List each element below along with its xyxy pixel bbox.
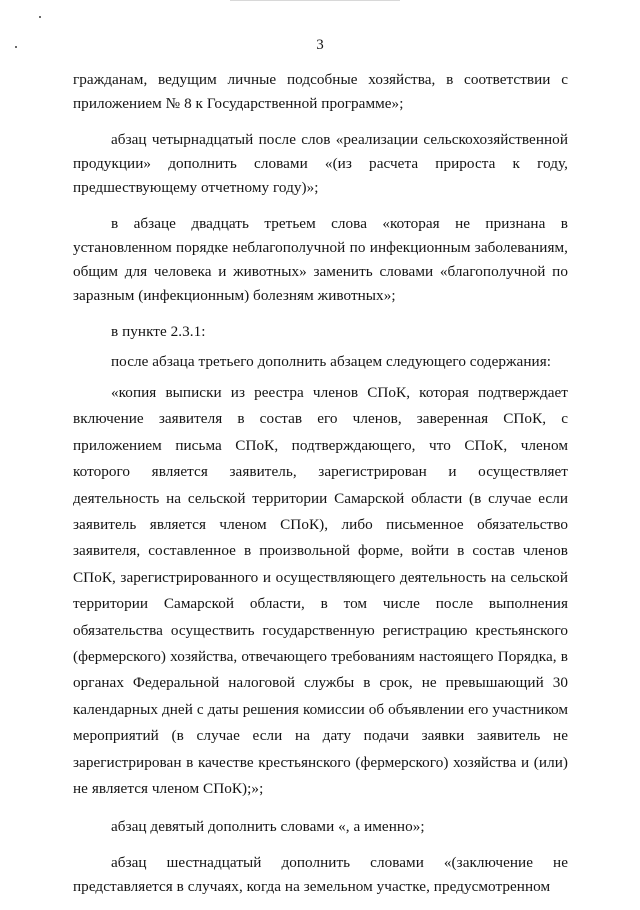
page-number: 3 — [316, 37, 324, 53]
paragraph-amendment-14: абзац четырнадцатый после слов «реализации сельскохозяйственной продукции» дополнить словами «(из расчета прироста к году, предшествующему отчетному году)»; — [73, 131, 568, 196]
paragraph-amendment-9: абзац девятый дополнить словами «, а именно»; — [111, 817, 425, 835]
paragraph-amendment-16: абзац шестнадцатый дополнить словами «(заключение не представляется в случаях, когда на земельном участке, предусмотренном — [73, 853, 568, 895]
paragraph-continuation: гражданам, ведущим личные подсобные хозяйства, в соответствии с приложением № 8 к Государственной программе»; — [73, 71, 568, 112]
paragraph-quoted-text: «копия выписки из реестра членов СПоК, которая подтверждает включение заявителя в состав его членов, заверенная СПоК, с приложением письма СПоК, подтверждающего, что СПоК, членом которого является заявитель, зарегистрирован и осуществляет деятельность на сельской территории Самарской области (в случае если заявитель является членом СПоК), либо письменное обязательство заявителя, составленное в произвольной форме, войти в состав членов СПоК, зарегистрированного и осуществляющего деятельность на сельской территории Самарской области, в том числе после выполнения обязательства осуществить государственную регистрацию крестьянского (фермерского) хозяйства, отвечающего требованиям настоящего Порядка, в органах Федеральной налоговой службы в срок, не превышающий 30 календарных дней с даты решения комиссии об объявлении его участником мероприятий (в случае если на дату подачи заявки заявитель не зарегистрирован в качестве крестьянского (фермерского) хозяйства и (или) не является членом СПоК);»; — [73, 384, 568, 798]
document-body — [73, 68, 568, 910]
scan-speck — [39, 16, 41, 18]
paragraph-amendment-23: в абзаце двадцать третьем слова «которая не признана в установленном порядке неблагополучной по инфекционным заболеваниям, общим для человека и животных» заменить словами «благополучной по заразным (инфекционным) болезням животных»; — [73, 215, 568, 304]
paragraph-clause-heading: в пункте 2.3.1: — [111, 323, 206, 340]
paragraph-insert-instruction: после абзаца третьего дополнить абзацем следующего содержания: — [111, 353, 552, 370]
scan-top-edge — [230, 0, 400, 1]
